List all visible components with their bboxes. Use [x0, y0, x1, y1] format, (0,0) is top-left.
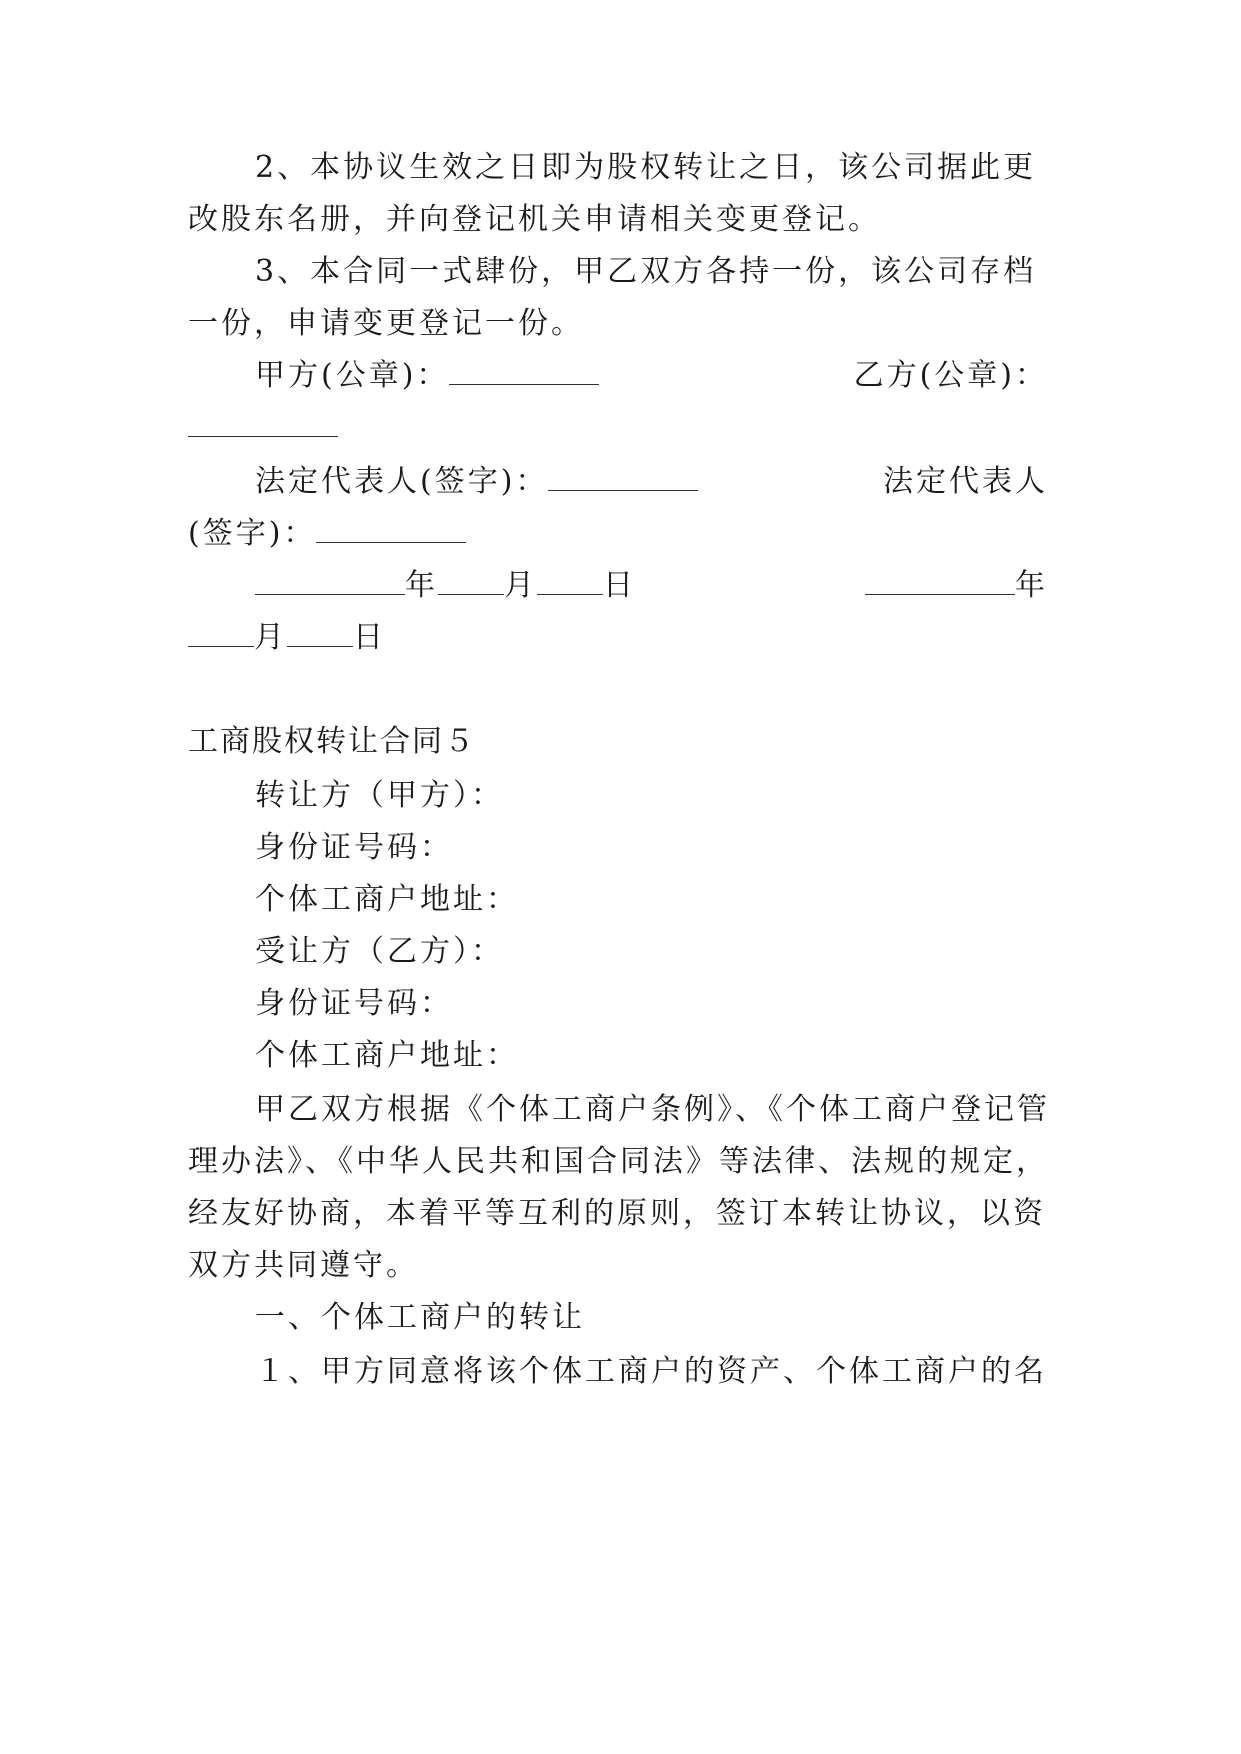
rep-b-line-2	[188, 514, 466, 554]
preamble-line-1: 甲乙双方根据《个体工商户条例》、《个体工商户登记管	[255, 1092, 1050, 1127]
date-b-year-blank	[865, 566, 1015, 595]
date-b-month-label: 月	[254, 620, 287, 655]
date-b-month-blank	[188, 618, 254, 647]
date-b-line-2	[188, 618, 386, 658]
rep-b-label-line-2: (签字)：	[188, 516, 317, 551]
rep-a-line	[255, 462, 698, 502]
section-title: 工商股权转让合同５	[188, 724, 476, 759]
date-a-month-blank	[438, 566, 504, 595]
party-a-seal-line	[255, 356, 599, 396]
preamble-line-4: 双方共同遵守。	[188, 1248, 419, 1283]
clause-2-line-2: 改股东名册，并向登记机关申请相关变更登记。	[188, 202, 881, 237]
transferor-id-label: 身份证号码：	[255, 830, 453, 865]
item-1-line-1: １、甲方同意将该个体工商户的资产、个体工商户的名	[255, 1354, 1047, 1389]
date-a-month-label: 月	[504, 568, 537, 603]
date-b-day-blank	[287, 618, 353, 647]
party-b-seal-line	[188, 408, 338, 448]
date-b-day-label: 日	[353, 620, 386, 655]
date-a-day-blank	[537, 566, 603, 595]
date-a-day-label: 日	[603, 568, 636, 603]
rep-b-label-line-1: 法定代表人	[883, 464, 1048, 499]
clause-2-line-1: 2、本协议生效之日即为股权转让之日，该公司据此更	[255, 150, 1037, 185]
date-b-year-label: 年	[1015, 568, 1048, 603]
transferee-address-label: 个体工商户地址：	[255, 1038, 519, 1073]
transferee-id-label: 身份证号码：	[255, 986, 453, 1021]
rep-a-blank	[548, 462, 698, 491]
transferee-label: 受让方（乙方）：	[255, 934, 504, 969]
date-a-year-blank	[255, 566, 405, 595]
date-a	[255, 566, 636, 606]
heading-1: 一、个体工商户的转让	[255, 1300, 585, 1335]
transferor-label: 转让方（甲方）：	[255, 778, 504, 813]
transferor-address-label: 个体工商户地址：	[255, 882, 519, 917]
date-a-year-label: 年	[405, 568, 438, 603]
preamble-line-3: 经友好协商，本着平等互利的原则，签订本转让协议，以资	[188, 1196, 1046, 1231]
rep-b-blank	[316, 514, 466, 543]
party-b-seal-blank	[188, 408, 338, 437]
clause-3-line-1: 3、本合同一式肆份，甲乙双方各持一份，该公司存档	[255, 254, 1037, 289]
party-a-seal-label: 甲方(公章)：	[255, 358, 450, 393]
party-b-seal-label: 乙方(公章)：	[853, 358, 1048, 393]
date-b-line-1	[865, 566, 1048, 606]
preamble-line-2: 理办法》、《中华人民共和国合同法》等法律、法规的规定，	[188, 1144, 1049, 1179]
rep-a-label: 法定代表人(签字)：	[255, 464, 549, 499]
party-a-seal-blank	[449, 356, 599, 385]
clause-3-line-2: 一份，申请变更登记一份。	[188, 306, 584, 341]
